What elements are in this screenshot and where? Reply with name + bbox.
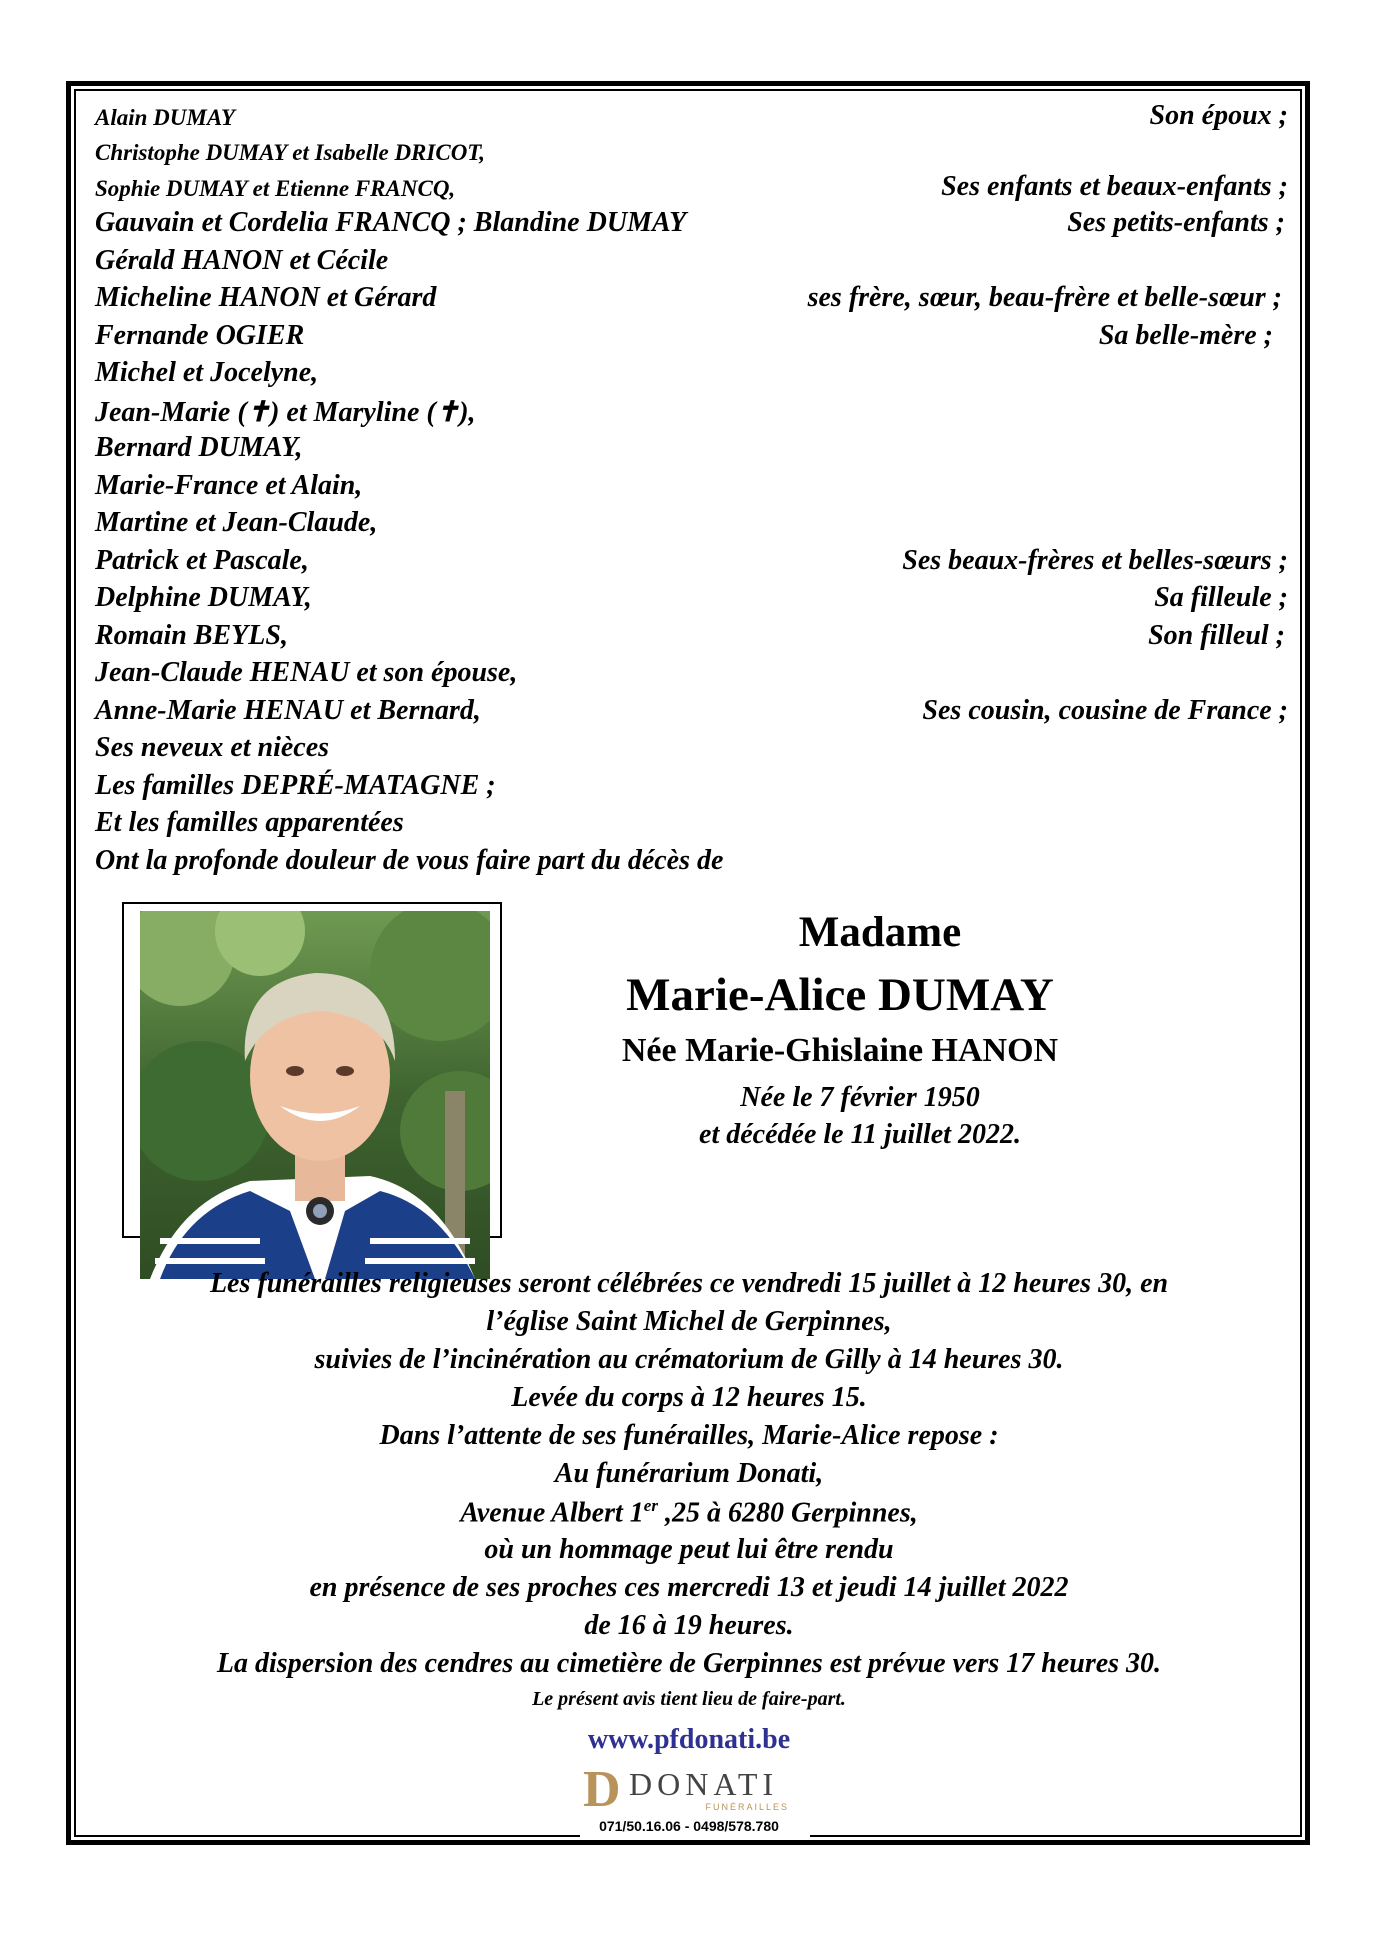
website-link[interactable]: www.pfdonati.be xyxy=(587,1724,791,1755)
funeral-line: où un hommage peut lui être rendu xyxy=(484,1534,894,1565)
family-relation: Son filleul ; xyxy=(1148,620,1285,651)
family-name: Christophe DUMAY et Isabelle DRICOT, xyxy=(95,140,485,165)
death-date: et décédée le 11 juillet 2022. xyxy=(699,1119,1021,1150)
family-name: Marie-France et Alain, xyxy=(95,470,363,501)
notice-line: Le présent avis tient lieu de faire-part. xyxy=(532,1688,846,1710)
funeral-address xyxy=(0,1496,1378,1529)
brand-name: DONATI xyxy=(629,1766,779,1802)
deceased-title: Madame xyxy=(798,909,962,956)
family-name: Gauvain et Cordelia FRANCQ ; Blandine DUMAY xyxy=(95,207,687,238)
funeral-line: l’église Saint Michel de Gerpinnes, xyxy=(486,1306,892,1337)
family-relation: Sa belle-mère ; xyxy=(1098,320,1273,351)
address-rest: ,25 à 6280 Gerpinnes, xyxy=(657,1497,918,1529)
family-name: Jean-Claude HENAU et son épouse, xyxy=(95,657,518,688)
family-name: Patrick et Pascale, xyxy=(95,545,309,576)
funeral-line: Au funérarium Donati, xyxy=(554,1458,824,1489)
family-name: Ses neveux et nièces xyxy=(95,732,330,763)
funeral-line: Les funérailles religieuses seront célébrées ce vendredi 15 juillet à 12 heures 30, en xyxy=(209,1268,1169,1299)
funeral-line: de 16 à 19 heures. xyxy=(584,1610,794,1641)
brand-subtitle: FUNÉRAILLES xyxy=(705,1802,789,1812)
family-name: Michel et Jocelyne, xyxy=(95,357,319,388)
birth-name: Née Marie-Ghislaine HANON xyxy=(621,1032,1059,1069)
family-relation: Ses enfants et beaux-enfants ; xyxy=(941,171,1288,202)
birth-date: Née le 7 février 1950 xyxy=(740,1082,980,1113)
family-name: Delphine DUMAY, xyxy=(95,582,312,613)
funeral-line: suivies de l’incinération au crématorium de Gilly à 14 heures 30. xyxy=(314,1344,1064,1375)
family-relation: Son époux ; xyxy=(1149,100,1288,131)
family-name: Anne-Marie HENAU et Bernard, xyxy=(95,695,481,726)
family-name: Les familles DEPRÉ-MATAGNE ; xyxy=(95,770,496,801)
portrait-photo xyxy=(140,911,490,1279)
family-relation: Ses beaux-frères et belles-sœurs ; xyxy=(902,545,1288,576)
logo-letter: D xyxy=(583,1761,621,1818)
address-street: Avenue Albert 1 xyxy=(460,1497,644,1529)
family-name: Fernande OGIER xyxy=(95,320,305,351)
donati-logo xyxy=(583,1761,793,1818)
family-name: Romain BEYLS, xyxy=(95,620,288,651)
phone-numbers: 071/50.16.06 - 0498/578.780 xyxy=(599,1818,779,1834)
family-name: Martine et Jean-Claude, xyxy=(95,507,378,538)
family-name: Alain DUMAY xyxy=(95,105,235,130)
address-superscript: er xyxy=(643,1496,658,1515)
family-name: Bernard DUMAY, xyxy=(95,432,303,463)
funeral-line: La dispersion des cendres au cimetière de Gerpinnes est prévue vers 17 heures 30. xyxy=(216,1648,1162,1679)
family-name: Jean-Marie (✝) et Maryline (✝), xyxy=(95,397,476,428)
family-name: Et les familles apparentées xyxy=(95,807,404,838)
funeral-line: en présence de ses proches ces mercredi 13 et jeudi 14 juillet 2022 xyxy=(309,1572,1069,1603)
family-name: Micheline HANON et Gérard xyxy=(95,282,437,313)
family-relation: ses frère, sœur, beau-frère et belle-sœur ; xyxy=(807,282,1282,313)
family-relation: Ses cousin, cousine de France ; xyxy=(922,695,1288,726)
funeral-line: Levée du corps à 12 heures 15. xyxy=(511,1382,867,1413)
family-relation: Ses petits-enfants ; xyxy=(1067,207,1285,238)
family-relation: Sa filleule ; xyxy=(1154,582,1288,613)
announcement-line: Ont la profonde douleur de vous faire part du décès de xyxy=(95,845,724,876)
family-name: Sophie DUMAY et Etienne FRANCQ, xyxy=(95,176,456,201)
deceased-name: Marie-Alice DUMAY xyxy=(626,969,1054,1021)
funeral-line: Dans l’attente de ses funérailles, Marie-Alice repose : xyxy=(379,1420,999,1451)
family-name: Gérald HANON et Cécile xyxy=(95,245,389,276)
